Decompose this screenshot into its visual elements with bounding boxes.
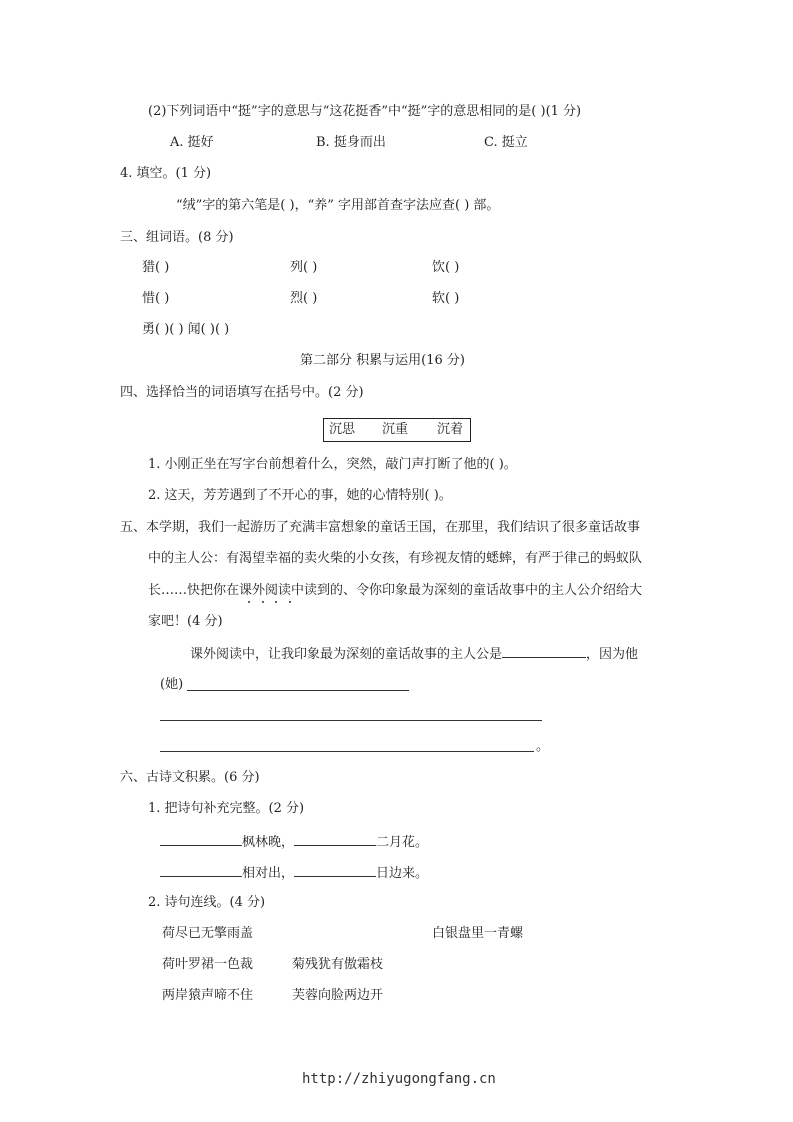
word-item: 列( )	[290, 260, 318, 275]
question-4-line: “绒”字的第六笔是( )，“养” 字用部首查字法应查( ) 部。	[176, 198, 500, 213]
answer-blank-line	[160, 720, 542, 721]
option-b: B. 挺身而出	[316, 135, 386, 150]
question-4-1: 1. 小刚正坐在写字台前想着什么，突然，敲门声打断了他的( )。	[148, 457, 517, 472]
section-5-answer-line: 课外阅读中，让我印象最为深刻的童话故事的主人公是 ，因为他	[190, 647, 639, 662]
question-3-2-stem: (2)下列词语中“挺”字的意思与“这花挺香”中“挺”字的意思相同的是( )(1 分)	[148, 104, 582, 119]
word-item: 软( )	[432, 291, 460, 306]
box-word: 沉思	[329, 422, 356, 437]
poem-mid: 芙蓉向脸两边开	[292, 988, 384, 1003]
box-word: 沉重	[382, 422, 409, 437]
poem-mid: 菊残犹有傲霜枝	[292, 957, 384, 972]
poem-right: 白银盘里一青螺	[432, 926, 524, 941]
section-5-she: (她)	[160, 677, 184, 692]
word-item: 烈( )	[290, 291, 318, 306]
poem-left: 荷尽已无擎雨盖	[162, 926, 254, 941]
question-4-title: 4. 填空。(1 分)	[120, 166, 212, 181]
answer-blank-line	[187, 690, 409, 691]
option-c: C. 挺立	[484, 135, 528, 150]
answer-blank-line	[160, 751, 534, 752]
part-2-title: 第二部分 积累与运用(16 分)	[300, 353, 465, 368]
box-word: 沉着	[437, 422, 464, 437]
poem-line-2: 相对出， 日边来。	[160, 864, 428, 882]
word-item: 惜( )	[142, 291, 170, 306]
question-6-2-title: 2. 诗句连线。(4 分)	[148, 895, 266, 910]
poem-left: 两岸猿声啼不住	[162, 988, 254, 1003]
section-5-line-3: 长……快把你在课外阅读中读到的、令你印象最为深刻的童话故事中的主人公介绍给大	[148, 583, 643, 598]
poem-line-1: 枫林晚， 二月花。	[160, 833, 428, 851]
word-box	[323, 418, 471, 442]
section-5-period: 。	[536, 739, 550, 754]
word-item: 猎( )	[142, 260, 170, 275]
word-item: 饮( )	[432, 260, 460, 275]
footer-url: http://zhiyugongfang.cn	[302, 1071, 496, 1087]
section-6-title: 六、古诗文积累。(6 分)	[120, 770, 260, 785]
section-4-title: 四、选择恰当的词语填写在括号中。(2 分)	[120, 385, 364, 400]
poem-left: 荷叶罗裙一色裁	[162, 957, 254, 972]
option-a: A. 挺好	[170, 135, 214, 150]
section-5-line-1: 五、本学期，我们一起游历了充满丰富想象的童话王国，在那里，我们结识了很多童话故事	[120, 520, 641, 535]
word-item-row-3: 勇( )( ) 闻( )( )	[142, 322, 230, 337]
section-3-title: 三、组词语。(8 分)	[120, 230, 234, 245]
question-4-2: 2. 这天，芳芳遇到了不开心的事，她的心情特别( )。	[148, 488, 452, 503]
section-5-line-2: 中的主人公：有渴望幸福的卖火柴的小女孩，有珍视友情的蟋蟀，有严于律己的蚂蚁队	[148, 551, 643, 566]
question-6-1-title: 1. 把诗句补充完整。(2 分)	[148, 801, 305, 816]
section-5-line-4: 家吧！(4 分)	[148, 614, 223, 629]
